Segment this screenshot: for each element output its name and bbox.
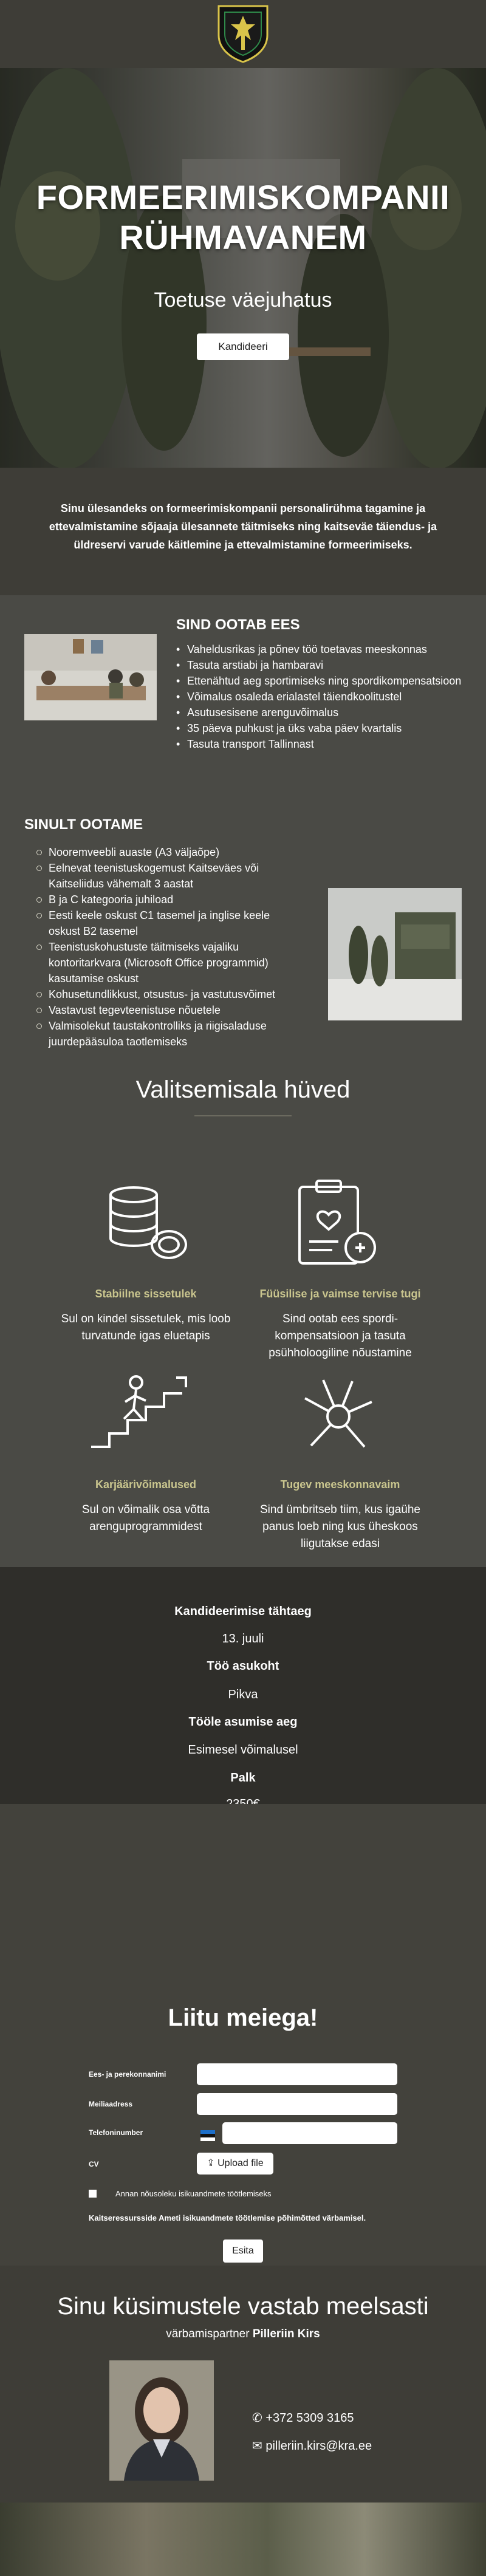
start-label: Tööle asumise aeg [188, 1715, 298, 1729]
email-icon: ✉ [252, 2439, 262, 2453]
health-clipboard-icon [296, 1178, 381, 1269]
list-item: Nooremveebli auaste (A3 väljaõpe) [34, 844, 301, 860]
intro-text: Sinu ülesandeks on formeerimiskompanii personalirühma tagamine ja ettevalmistamine sõjaaja ülesannete täitmiseks ning kaitseväe täiendus- ja üldreservi varude käitlemine ja ettevalmistamine formeerimiseks. [49, 502, 437, 551]
location-label: Töö asukoht [207, 1659, 279, 1673]
deadline-label: Kandideerimise tähtaeg [174, 1605, 312, 1618]
email-input[interactable] [197, 2093, 397, 2115]
start-value: Esimesel võimalusel [188, 1743, 298, 1757]
list-item: B ja C kategooria juhiload [34, 892, 301, 907]
list-item: • Ettenähtud aeg sportimiseks ning spordikompensatsioon [176, 673, 468, 689]
name-label: Ees- ja perekonnanimi [89, 2070, 166, 2079]
offers-list [176, 641, 468, 752]
phone-input[interactable] [222, 2122, 397, 2144]
upload-label: Upload file [217, 2158, 264, 2168]
list-item: Eelnevat teenistuskogemust Kaitseväes või Kaitseliidus vähemalt 3 aastat [34, 860, 301, 892]
upload-file-button[interactable] [197, 2153, 273, 2175]
requirements-title: SINULT OOTAME [24, 816, 143, 833]
email-label: Meiliaadress [89, 2100, 133, 2108]
contact-name: Pilleriin Kirs [252, 2328, 320, 2340]
form-title: Liitu meiega! [168, 2004, 318, 2031]
phone-icon: ✆ [252, 2411, 262, 2425]
list-item: • Võimalus osaleda erialastel täiendkoolitustel [176, 689, 468, 705]
benefit-heading: Stabiilne sissetulek [95, 1288, 197, 1300]
contact-email: pilleriin.kirs@kra.ee [265, 2439, 372, 2453]
name-input[interactable] [197, 2063, 397, 2085]
spacer-section [0, 1804, 486, 1962]
team-hands-icon [293, 1374, 384, 1459]
hero-overlay [0, 68, 486, 468]
office-meeting-image [24, 634, 157, 720]
offers-section [0, 595, 486, 802]
consent-label: Annan nõusoleku isikuandmete töötlemiseks [115, 2189, 272, 2198]
benefit-text: Sul on kindel sissetulek, mis loob turvatunde igas eluetapis [61, 1313, 231, 1342]
hero-title-line1: FORMEERIMISKOMPANII [36, 178, 450, 216]
cv-label: CV [89, 2160, 99, 2168]
benefit-text: Sul on võimalik osa võtta arenguprogrammidest [81, 1503, 210, 1533]
list-item: • Asutusesisene arenguvõimalus [176, 705, 468, 720]
location-value: Pikva [228, 1688, 258, 1701]
hero-subtitle: Toetuse väejuhatus [154, 289, 332, 312]
requirements-section [0, 802, 486, 1069]
hero-title [0, 177, 486, 258]
intro-section [0, 468, 486, 595]
hero-title-line2: RÜHMAVANEM [119, 218, 367, 256]
footer-image [0, 2503, 486, 2576]
offers-title: SIND OOTAB EES [176, 617, 300, 633]
benefit-heading: Karjäärivõimalused [95, 1478, 197, 1491]
phone-label: Telefoninumber [89, 2128, 143, 2137]
list-item: Vastavust tegevteenistuse nõuetele [34, 1002, 301, 1018]
contact-title: Sinu küsimustele vastab meelsasti [57, 2293, 429, 2320]
list-item: Kohusetundlikkust, otsustus- ja vastutusvõimet [34, 986, 301, 1002]
benefit-heading: Füüsilise ja vaimse tervise tugi [259, 1288, 421, 1300]
contact-phone: +372 5309 3165 [265, 2411, 354, 2425]
benefit-heading: Tugev meeskonnavaim [280, 1478, 400, 1491]
list-item: • Tasuta transport Tallinnast [176, 736, 468, 752]
benefits-title: Valitsemisala hüved [135, 1076, 351, 1103]
career-stairs-icon [85, 1374, 194, 1453]
contact-phone-row[interactable] [252, 2410, 354, 2425]
list-item: Teenistuskohustuste täitmiseks vajaliku kontoritarkvara (Microsoft Office programmid) kasutamise oskust [34, 939, 301, 986]
salary-label: Palk [230, 1771, 256, 1785]
list-item: • 35 päeva puhkust ja üks vaba päev kvartalis [176, 720, 468, 736]
top-bar [0, 0, 486, 68]
list-item: Eesti keele oskust C1 tasemel ja inglise keele oskust B2 tasemel [34, 907, 301, 939]
contact-subtitle [0, 2328, 486, 2341]
job-details-section [0, 1567, 486, 1804]
field-soldiers-image [328, 888, 462, 1020]
list-item: • Tasuta arstiabi ja hambaravi [176, 657, 468, 673]
estonia-flag-icon[interactable] [200, 2129, 219, 2141]
list-item: Valmisolekut taustakontrolliks ja riigisaladuse juurdepääsuloa taotlemiseks [34, 1018, 301, 1050]
deadline-value: 13. juuli [222, 1632, 264, 1645]
contact-photo [109, 2360, 214, 2481]
coins-stack-icon [97, 1181, 194, 1266]
privacy-policy-link[interactable]: Kaitseressursside Ameti isikuandmete töötlemise põhimõtted värbamisel. [89, 2213, 366, 2222]
apply-button[interactable]: Kandideeri [197, 333, 289, 360]
shield-crest-icon[interactable] [216, 4, 270, 63]
requirements-list [34, 844, 301, 1050]
hero-banner [0, 68, 486, 468]
submit-button[interactable]: Esita [223, 2239, 263, 2263]
list-item: • Vaheldusrikas ja põnev töö toetavas meeskonnas [176, 641, 468, 657]
upload-icon: ⇪ [207, 2158, 215, 2168]
benefit-text: Sind ümbritseb tiim, kus igaühe panus loeb ning kus üheskoos liigutakse edasi [259, 1503, 420, 1550]
consent-checkbox[interactable] [89, 2190, 97, 2198]
benefit-text: Sind ootab ees spordi-kompensatsioon ja tasuta psühholoogiline nõustamine [269, 1313, 412, 1359]
contact-role: värbamispartner [166, 2328, 250, 2340]
contact-email-row[interactable] [252, 2438, 372, 2453]
title-divider [194, 1115, 292, 1116]
